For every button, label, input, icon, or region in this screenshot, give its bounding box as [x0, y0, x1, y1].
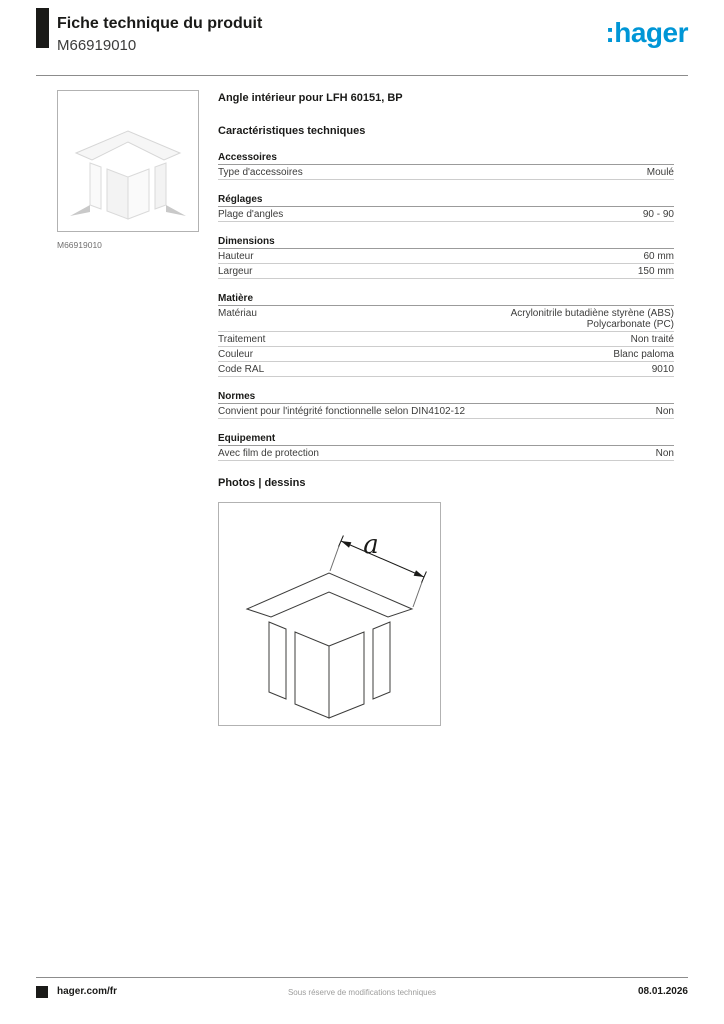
dimension-arrowhead-left [341, 541, 351, 548]
spec-row [218, 446, 674, 461]
section-title: Matière [218, 293, 674, 306]
dimension-arrowhead-right [414, 570, 424, 577]
spec-label: Hauteur [218, 250, 254, 262]
spec-value: 60 mm [643, 250, 674, 262]
drawing-right-wall [373, 622, 390, 699]
spec-row [218, 332, 674, 347]
product-photo-drawing [58, 91, 198, 231]
spec-section-reglages [218, 194, 674, 222]
specs-column [218, 92, 674, 726]
product-top-face [76, 131, 180, 160]
spec-row [218, 404, 674, 419]
product-left-wall [90, 163, 101, 209]
spec-label: Convient pour l'intégrité fonctionnelle selon DIN4102-12 [218, 405, 466, 417]
dimension-tick-left [339, 536, 344, 547]
section-title: Dimensions [218, 236, 674, 249]
footer [36, 985, 688, 1005]
header-divider [36, 75, 688, 76]
spec-row [218, 264, 674, 279]
spec-label: Couleur [218, 348, 254, 360]
section-title: Réglages [218, 194, 674, 207]
spec-section-accessoires [218, 152, 674, 180]
section-title: Equipement [218, 433, 674, 446]
spec-label: Type d'accessoires [218, 166, 303, 178]
product-right-flange-shadow [166, 205, 186, 216]
spec-value: Blanc paloma [613, 348, 674, 360]
product-center-right-wall [128, 169, 149, 219]
spec-section-matiere [218, 293, 674, 377]
extension-line-left [330, 546, 339, 571]
drawing-center-right-wall [329, 632, 364, 718]
spec-row [218, 249, 674, 264]
footer-divider [36, 977, 688, 978]
product-reference: M66919010 [57, 37, 137, 54]
spec-value: Non traité [630, 333, 674, 345]
spec-row [218, 347, 674, 362]
technical-drawing-svg [219, 503, 440, 725]
spec-label: Matériau [218, 307, 257, 319]
spec-label: Largeur [218, 265, 253, 277]
dimension-line [341, 541, 424, 577]
drawing-center-left-wall [295, 632, 329, 718]
spec-value: 90 - 90 [642, 208, 674, 220]
spec-section-dimensions [218, 236, 674, 279]
spec-label: Plage d'angles [218, 208, 284, 220]
brand-square [36, 8, 49, 48]
spec-value: Non [655, 405, 674, 417]
spec-value: 150 mm [637, 265, 674, 277]
dimension-label: a [363, 530, 379, 560]
drawing-left-wall [269, 622, 286, 699]
photos-heading: Photos | dessins [218, 477, 306, 489]
product-image [57, 90, 199, 232]
spec-value: Moulé [646, 166, 674, 178]
spec-label: Code RAL [218, 363, 265, 375]
product-center-left-wall [107, 169, 128, 219]
spec-value [511, 308, 674, 330]
footer-disclaimer: Sous réserve de modifications techniques [287, 988, 437, 997]
spec-value-line: Acrylonitrile butadiène styrène (ABS) [510, 307, 674, 319]
spec-row [218, 165, 674, 180]
spec-row [218, 306, 674, 332]
spec-section-equipement [218, 433, 674, 461]
section-title: Accessoires [218, 152, 674, 165]
specs-heading: Caractéristiques techniques [218, 125, 366, 137]
spec-label: Avec film de protection [218, 447, 319, 459]
spec-label: Traitement [218, 333, 266, 345]
product-name: Angle intérieur pour LFH 60151, BP [218, 92, 403, 104]
product-left-flange-shadow [70, 205, 90, 216]
spec-value: 9010 [651, 363, 674, 375]
hager-logo: :hager [605, 17, 688, 48]
spec-row [218, 362, 674, 377]
spec-row [218, 207, 674, 222]
spec-section-normes [218, 391, 674, 419]
drawing-top-face [247, 573, 412, 617]
page-title: Fiche technique du produit [57, 15, 263, 32]
product-right-wall [155, 163, 166, 209]
header [57, 14, 262, 55]
dimension-tick-right [422, 572, 427, 583]
section-title: Normes [218, 391, 674, 404]
technical-drawing-box [218, 502, 441, 726]
footer-date: 08.01.2026 [637, 986, 688, 997]
spec-value-line: Polycarbonate (PC) [586, 318, 674, 330]
footer-website-link[interactable]: hager.com/fr [57, 986, 118, 997]
product-image-caption: M66919010 [57, 240, 102, 250]
spec-value: Non [655, 447, 674, 459]
extension-line-right [413, 582, 422, 607]
